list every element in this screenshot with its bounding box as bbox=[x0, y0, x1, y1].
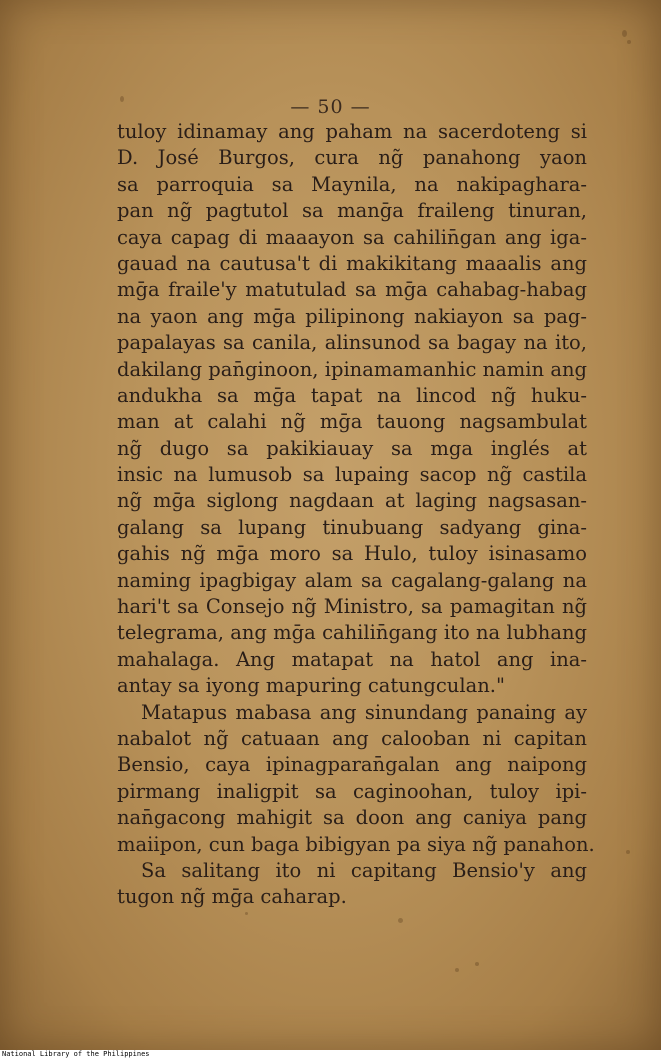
text-line: pan ng̃ pagtutol sa manḡa fraileng tinuran, bbox=[117, 199, 587, 223]
text-line: ng̃ dugo sa pakikiauay sa mga inglés at bbox=[117, 436, 587, 460]
text-line: telegrama, ang mḡa cahilin̄gang ito na lubhang bbox=[117, 621, 587, 645]
text-line: tuloy idinamay ang paham na sacerdoteng si bbox=[117, 120, 587, 143]
ink-speck bbox=[626, 850, 630, 854]
text-line: nabalot ng̃ catuaan ang calooban ni capitan bbox=[117, 726, 587, 750]
text-line: hari't sa Consejo ng̃ Ministro, sa pamagitan ng̃ bbox=[117, 595, 587, 619]
text-line: gauad na cautusa't di makikitang maaalis ang bbox=[117, 251, 587, 275]
text-line: andukha sa mḡa tapat na lincod ng̃ huku- bbox=[117, 383, 587, 407]
text-line: sa parroquia sa Maynila, na nakipaghara- bbox=[117, 172, 587, 196]
text-line: Sa salitang ito ni capitang Bensio'y ang bbox=[141, 858, 587, 882]
ink-speck bbox=[455, 968, 459, 972]
text-line: galang sa lupang tinubuang sadyang gina- bbox=[117, 515, 587, 539]
text-line: na yaon ang mḡa pilipinong nakiayon sa pag- bbox=[117, 304, 587, 328]
text-line: gahis ng̃ mḡa moro sa Hulo, tuloy isinasamo bbox=[117, 542, 587, 566]
text-line: insic na lumusob sa lupaing sacop ng̃ castila bbox=[117, 463, 587, 487]
text-line: man at calahi ng̃ mḡa tauong nagsambulat bbox=[117, 410, 587, 434]
ink-speck bbox=[622, 30, 627, 37]
text-line: pirmang inaligpit sa caginoohan, tuloy ipi- bbox=[117, 779, 587, 803]
text-line: ng̃ mḡa siglong nagdaan at laging nagsasan- bbox=[117, 489, 587, 513]
body-text bbox=[117, 119, 595, 911]
text-line: maiipon, cun baga bibigyan pa siya ng̃ panahon. bbox=[117, 832, 595, 856]
text-line: D. José Burgos, cura ng̃ panahong yaon bbox=[117, 146, 587, 170]
text-line: antay sa iyong mapuring catungculan." bbox=[117, 674, 505, 698]
page-number: — 50 — bbox=[290, 96, 371, 118]
text-line: caya capag di maaayon sa cahilin̄gan ang iga- bbox=[117, 225, 587, 249]
text-line: mḡa fraile'y matutulad sa mḡa cahabag-habag bbox=[117, 278, 587, 302]
ink-speck bbox=[398, 918, 403, 923]
text-line: nan̄gacong mahigit sa doon ang caniya pang bbox=[117, 806, 587, 830]
ink-speck bbox=[627, 40, 631, 44]
ink-speck bbox=[245, 912, 248, 915]
text-line: tugon ng̃ mḡa caharap. bbox=[117, 885, 347, 909]
ink-speck bbox=[475, 962, 479, 966]
text-line: Bensio, caya ipinagparan̄galan ang naipong bbox=[117, 753, 587, 777]
text-line: naming ipagbigay alam sa cagalang-galang na bbox=[117, 568, 587, 592]
text-line: mahalaga. Ang matapat na hatol ang ina- bbox=[117, 647, 587, 671]
text-line: Matapus mabasa ang sinundang panaing ay bbox=[141, 700, 587, 724]
library-credit: National Library of the Philippines bbox=[2, 1050, 150, 1058]
text-line: dakilang pan̄ginoon, ipinamamanhic namin ang bbox=[117, 357, 587, 381]
text-line: papalayas sa canila, alinsunod sa bagay na ito, bbox=[117, 331, 587, 355]
